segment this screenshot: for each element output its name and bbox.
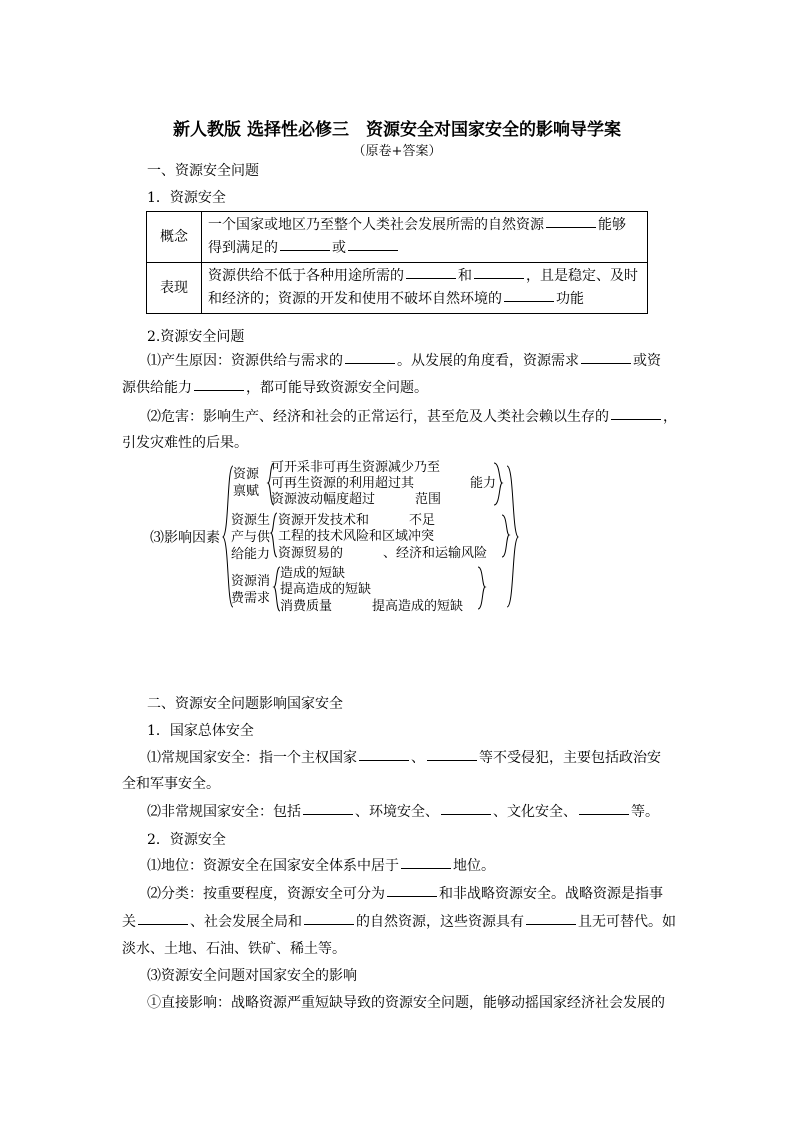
- table-text: 功能: [556, 291, 584, 307]
- label-line: 禀赋: [233, 484, 260, 499]
- classification-paragraph: [147, 883, 663, 905]
- group2-item: [278, 512, 435, 529]
- group3-item: 提高造成的短缺: [280, 582, 372, 597]
- fill-blank[interactable]: [579, 813, 629, 815]
- group2-item: 工程的技术风险和区域冲突: [278, 529, 435, 544]
- group3-right-brace: [478, 567, 485, 609]
- paragraph-text: 或资: [633, 353, 661, 369]
- label-line: 给能力: [231, 547, 271, 562]
- group3-item: 造成的短缺: [280, 566, 346, 581]
- fill-blank[interactable]: [387, 895, 437, 897]
- paragraph-text: 。从发展的角度看，资源需求: [397, 353, 579, 369]
- conventional-security-cont: 全和军事安全。: [122, 776, 220, 792]
- fill-blank[interactable]: [138, 923, 188, 925]
- label-line: 资源消: [231, 574, 271, 589]
- paragraph-text: ⑵分类：按重要程度，资源安全可分为: [147, 886, 385, 902]
- item-text: 提高造成的短缺: [372, 599, 464, 614]
- group2-item: [278, 545, 487, 562]
- table-text: 得到满足的: [208, 240, 278, 256]
- paragraph-text: ⑴常规国家安全：指一个主权国家: [147, 750, 357, 766]
- group1-item: [271, 475, 496, 492]
- factors-label: ⑶影响因素: [150, 530, 220, 546]
- table-label-concept: 概念: [147, 212, 202, 263]
- subsection-2-1-heading: 1．国家总体安全: [147, 723, 254, 739]
- harm-paragraph-cont: 引发灾难性的后果。: [122, 435, 248, 451]
- paragraph-text: 且无可替代。如: [578, 914, 676, 930]
- document-title: 新人教版 选择性必修三 资源安全对国家安全的影响导学案: [173, 120, 621, 140]
- classification-examples: 淡水、土地、石油、铁矿、稀土等。: [122, 941, 346, 957]
- group2-right-brace: [502, 515, 509, 557]
- outer-right-brace: [507, 466, 518, 607]
- group3-label: [231, 573, 270, 607]
- conventional-security-paragraph: [147, 747, 661, 769]
- item-text: 范围: [415, 492, 442, 507]
- paragraph-text: 地位。: [453, 858, 495, 874]
- subsection-1-1-heading: 1．资源安全: [147, 190, 226, 206]
- paragraph-text: ⑴地位：资源安全在国家安全体系中居于: [147, 858, 399, 874]
- item-text: 资源开发技术和: [278, 513, 370, 528]
- fill-blank[interactable]: [304, 923, 354, 925]
- fill-blank[interactable]: [359, 759, 409, 761]
- fill-blank[interactable]: [401, 867, 451, 869]
- table-label-manifestation: 表现: [147, 263, 202, 314]
- group1-item: 可开采非可再生资源减少乃至: [271, 460, 441, 475]
- paragraph-text: 、环境安全、: [355, 804, 439, 820]
- label-line: 费需求: [231, 591, 271, 606]
- item-text: 能力: [470, 476, 497, 491]
- fill-blank[interactable]: [303, 813, 353, 815]
- fill-blank[interactable]: [427, 759, 477, 761]
- paragraph-text: 源供给能力: [122, 380, 192, 396]
- label-line: 资源: [233, 467, 260, 482]
- section-1-heading: 一、资源安全问题: [147, 163, 259, 179]
- paragraph-text: ⑵危害：影响生产、经济和社会的正常运行，甚至危及人类社会赖以生存的: [147, 409, 609, 425]
- paragraph-text: 和非战略资源安全。战略资源是指事: [439, 886, 663, 902]
- group2-left-brace: [271, 513, 277, 557]
- group1-item: [271, 491, 441, 508]
- paragraph-text: 关: [122, 914, 136, 930]
- document-subtitle: （原卷+答案）: [352, 144, 442, 159]
- paragraph-text: ，都可能导致资源安全问题。: [246, 380, 428, 396]
- section-2-heading: 二、资源安全问题影响国家安全: [147, 696, 343, 712]
- item-text: 资源波动幅度超过: [271, 492, 376, 507]
- item-text: 不足: [409, 513, 436, 528]
- paragraph-text: ⑵非常规国家安全：包括: [147, 804, 301, 820]
- item-text: 消费质量: [280, 599, 333, 614]
- fill-blank[interactable]: [526, 923, 576, 925]
- direct-impact-paragraph: ①直接影响：战略资源严重短缺导致的资源安全问题，能够动摇国家经济社会发展的: [147, 995, 665, 1011]
- table-text: 能够: [598, 217, 626, 233]
- paragraph-text: 、: [411, 750, 425, 766]
- item-text: 可再生资源的利用超过其: [271, 476, 415, 491]
- table-text: ，且是稳定、及时: [526, 268, 638, 284]
- paragraph-text: 等。: [631, 804, 659, 820]
- paragraph-text: 、社会发展全局和: [190, 914, 302, 930]
- paragraph-text: 的自然资源，这些资源具有: [356, 914, 524, 930]
- status-paragraph: [147, 855, 495, 877]
- paragraph-text: 等不受侵犯，主要包括政治安: [479, 750, 661, 766]
- label-line: 资源生: [231, 513, 271, 528]
- paragraph-text: ⑴产生原因：资源供给与需求的: [147, 353, 343, 369]
- nonconventional-security-paragraph: [147, 801, 659, 823]
- table-text: 资源供给不低于各种用途所需的: [208, 268, 404, 284]
- classification-paragraph-cont: [122, 911, 676, 933]
- group1-label: [233, 466, 259, 500]
- subsection-2-2-heading: 2．资源安全: [147, 832, 226, 848]
- group2-label: [231, 512, 270, 563]
- impact-heading: ⑶资源安全问题对国家安全的影响: [147, 968, 357, 984]
- table-text: 和经济的；资源的开发和使用不破坏自然环境的: [208, 291, 502, 307]
- label-line: 产与供: [231, 530, 271, 545]
- fill-blank[interactable]: [441, 813, 491, 815]
- table-text: 或: [332, 240, 346, 256]
- group3-item: [280, 598, 463, 615]
- paragraph-text: 、文化安全、: [493, 804, 577, 820]
- table-text: 和: [458, 268, 472, 284]
- table-text: 一个国家或地区乃至整个人类社会发展所需的自然资源: [208, 217, 544, 233]
- item-text: 资源贸易的: [278, 546, 344, 561]
- item-text: 、经济和运输风险: [383, 546, 488, 561]
- paragraph-text: ，: [663, 409, 677, 425]
- subsection-1-2-heading: 2.资源安全问题: [147, 329, 245, 345]
